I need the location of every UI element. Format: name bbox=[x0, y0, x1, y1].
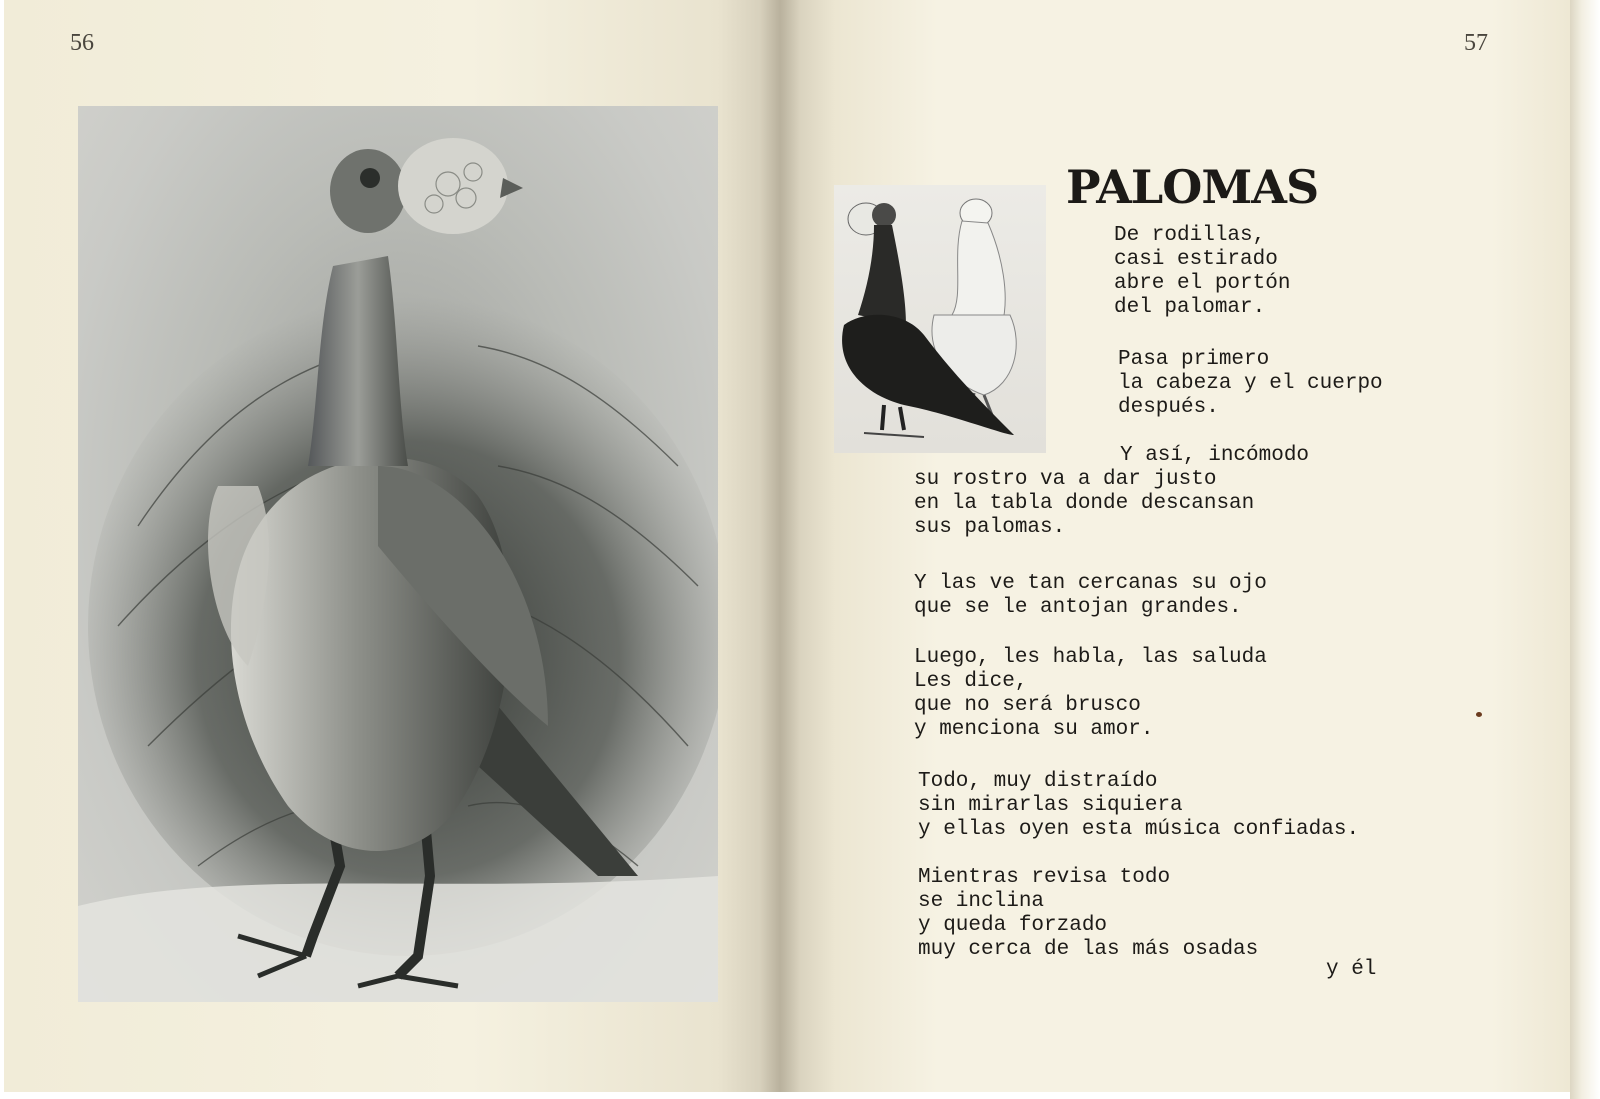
poem-line: en la tabla donde descansan bbox=[914, 492, 1255, 515]
poem-line: Todo, muy distraído bbox=[918, 770, 1158, 793]
two-pigeons-illustration bbox=[834, 185, 1046, 453]
poem-stanza-6 bbox=[918, 770, 1359, 842]
poem-line: abre el portón bbox=[1114, 272, 1291, 295]
poem-line: y queda forzado bbox=[918, 914, 1108, 937]
poem-line: y menciona su amor. bbox=[914, 718, 1154, 741]
poem-line: Mientras revisa todo bbox=[918, 866, 1171, 889]
poem-line: De rodillas, bbox=[1114, 224, 1266, 247]
poem-line: sus palomas. bbox=[914, 516, 1066, 539]
ink-spot bbox=[1476, 712, 1482, 717]
poem-title: PALOMAS bbox=[1066, 160, 1319, 214]
page-number-right: 57 bbox=[1464, 30, 1488, 56]
poem-line: que se le antojan grandes. bbox=[914, 596, 1242, 619]
pigeon-plate-illustration bbox=[78, 106, 718, 1002]
poem-line: y ellas oyen esta música confiadas. bbox=[918, 818, 1360, 841]
poem-line: del palomar. bbox=[1114, 296, 1266, 319]
poem-line: Les dice, bbox=[914, 670, 1028, 693]
poem-line: Luego, les habla, las saluda bbox=[914, 646, 1267, 669]
poem-stanza-7 bbox=[918, 866, 1258, 962]
poem-stanza-4 bbox=[914, 572, 1267, 620]
poem-line: se inclina bbox=[918, 890, 1045, 913]
poem-line: la cabeza y el cuerpo bbox=[1118, 372, 1383, 395]
poem-line: sin mirarlas siquiera bbox=[918, 794, 1183, 817]
poem-continuation: y él bbox=[1326, 958, 1377, 981]
page-edge bbox=[1570, 0, 1600, 1099]
poem-stanza-5 bbox=[914, 646, 1267, 742]
pigeon-engraving-icon bbox=[78, 106, 718, 1002]
poem-stanza-1 bbox=[1114, 224, 1290, 320]
book-gutter bbox=[760, 0, 800, 1092]
page-number-left: 56 bbox=[70, 30, 94, 56]
poem-line: Y las ve tan cercanas su ojo bbox=[914, 572, 1267, 595]
poem-line: que no será brusco bbox=[914, 694, 1141, 717]
poem-line: muy cerca de las más osadas bbox=[918, 938, 1259, 961]
poem-line: casi estirado bbox=[1114, 248, 1278, 271]
two-pigeons-icon bbox=[834, 185, 1046, 453]
poem-line: Y así, incómodo bbox=[1120, 444, 1310, 467]
poem-stanza-2 bbox=[1118, 348, 1383, 420]
poem-line: su rostro va a dar justo bbox=[914, 468, 1217, 491]
poem-stanza-3 bbox=[914, 444, 1309, 540]
poem-line: Pasa primero bbox=[1118, 348, 1270, 371]
poem-line: después. bbox=[1118, 396, 1219, 419]
